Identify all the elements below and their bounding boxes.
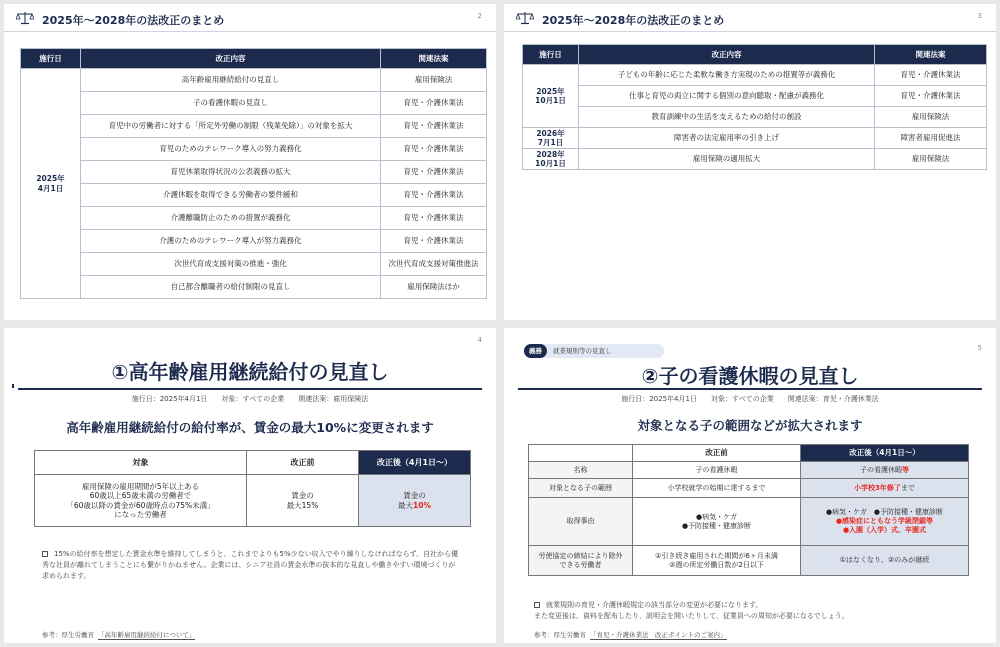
after-line-red: ●入園（入学）式、卒園式 bbox=[842, 525, 927, 534]
content-cell: 仕事と育児の両立に関する個別の意向聴取・配慮が義務化 bbox=[579, 86, 875, 107]
content-cell: 雇用保険の適用拡大 bbox=[579, 149, 875, 170]
ref-prefix: 参考：厚生労働省 bbox=[534, 631, 586, 639]
row-label: 労使協定の締結により除外 できる労働者 bbox=[529, 546, 633, 576]
after-prefix: 賃金の 最大 bbox=[398, 491, 426, 510]
content-cell: 教育訓練中の生活を支えるための給付の創設 bbox=[579, 107, 875, 128]
law-cell: 育児・介護休業法 bbox=[381, 92, 487, 115]
pill-tag: 義務 bbox=[524, 344, 547, 358]
content-cell: 育児中の労働者に対する「所定外労働の制限（残業免除）」の対象を拡大 bbox=[81, 115, 381, 138]
content-cell: 高年齢雇用継続給付の見直し bbox=[81, 69, 381, 92]
slide-3 bbox=[504, 4, 996, 320]
content-cell: 障害者の法定雇用率の引き上げ bbox=[579, 128, 875, 149]
table-row bbox=[529, 498, 969, 546]
slide-4 bbox=[4, 328, 496, 643]
table-row bbox=[21, 69, 487, 92]
law-cell: 雇用保険法 bbox=[381, 69, 487, 92]
pill-text: 就業規則等の見直し bbox=[553, 347, 612, 355]
ref-link[interactable]: 「育児・介護休業法 改正ポイントのご案内」 bbox=[590, 631, 727, 639]
content-cell: 自己都合離職者の給付制限の見直し bbox=[81, 276, 381, 299]
law-cell: 育児・介護休業法 bbox=[875, 65, 987, 86]
table-row bbox=[529, 546, 969, 576]
law-cell: 育児・介護休業法 bbox=[381, 138, 487, 161]
content-cell: 介護休暇を取得できる労働者の要件緩和 bbox=[81, 184, 381, 207]
before-cell: 子の看護休暇 bbox=[633, 462, 801, 479]
slide-5 bbox=[504, 328, 996, 643]
content-cell: 子どもの年齢に応じた柔軟な働き方実現のための措置等が義務化 bbox=[579, 65, 875, 86]
after-cell bbox=[801, 479, 969, 498]
header-after: 改正後（4月1日～） bbox=[801, 445, 969, 462]
table-row bbox=[523, 128, 987, 149]
benefit-rate-table bbox=[34, 450, 471, 527]
table-row bbox=[523, 107, 987, 128]
scales-icon bbox=[516, 11, 534, 25]
content-cell: 育児休業取得状況の公表義務の拡大 bbox=[81, 161, 381, 184]
checkbox-icon bbox=[42, 551, 48, 557]
after-cell: ①はなくなり、②のみが継続 bbox=[801, 546, 969, 576]
after-highlight: 等 bbox=[902, 465, 909, 474]
title-rule bbox=[18, 388, 482, 390]
header-target: 対象 bbox=[35, 451, 247, 475]
law-cell: 雇用保険法 bbox=[875, 149, 987, 170]
scales-icon bbox=[16, 11, 34, 25]
law-cell: 育児・介護休業法 bbox=[381, 230, 487, 253]
table-row bbox=[529, 462, 969, 479]
slide-subhead: 対象となる子の範囲などが拡大されます bbox=[637, 418, 863, 433]
after-line: ●病気・ケガ ●予防接種・健康診断 bbox=[825, 508, 944, 517]
before-cell: 賃金の 最大15% bbox=[247, 475, 359, 527]
header-law: 関連法案 bbox=[875, 45, 987, 65]
table-row bbox=[21, 92, 487, 115]
table-row bbox=[21, 276, 487, 299]
reference bbox=[534, 630, 727, 639]
target-cell: 雇用保険の雇用期間が5年以上ある 60歳以上65歳未満の労働者で 「60歳以降の賃金が60歳時点の75%未満」 になった労働者 bbox=[35, 475, 247, 527]
content-cell: 次世代育成支援対策の推進・強化 bbox=[81, 253, 381, 276]
law-cell: 育児・介護休業法 bbox=[381, 184, 487, 207]
table-row bbox=[21, 207, 487, 230]
table-row bbox=[523, 86, 987, 107]
reference bbox=[42, 630, 195, 639]
table-row bbox=[21, 230, 487, 253]
content-cell: 介護のためのテレワーク導入が努力義務化 bbox=[81, 230, 381, 253]
date-cell: 2026年 7月1日 bbox=[523, 128, 579, 149]
sick-child-leave-table bbox=[528, 444, 969, 576]
header-law: 関連法案 bbox=[381, 49, 487, 69]
note-text: 15%の給付率を想定した賃金水準を維持してしまうと、これまでよりも5%少ない収入でやり繰りしなければならず、自社から優秀な社員が離れてしまうことにも繋がりかねません。企業には、シニア社員の賃金水準の抜本的な見直しや働きやすい環境づくりが求められます。 bbox=[42, 550, 459, 580]
law-cell: 次世代育成支援対策推進法 bbox=[381, 253, 487, 276]
law-cell: 育児・介護休業法 bbox=[381, 115, 487, 138]
slide-title: 2025年～2028年の法改正のまとめ bbox=[42, 14, 225, 27]
law-change-table bbox=[522, 44, 987, 170]
table-row bbox=[523, 65, 987, 86]
slide-2 bbox=[4, 4, 496, 320]
slide-big-title: ②子の看護休暇の見直し bbox=[641, 364, 859, 388]
table-row bbox=[21, 253, 487, 276]
ref-link[interactable]: 「高年齢雇用継続給付について」 bbox=[98, 631, 196, 639]
table-row bbox=[523, 149, 987, 170]
note bbox=[534, 600, 974, 622]
page-number: 4 bbox=[477, 336, 482, 344]
header-content: 改正内容 bbox=[81, 49, 381, 69]
table-row bbox=[21, 138, 487, 161]
header-date: 施行日 bbox=[21, 49, 81, 69]
law-cell: 雇用保険法ほか bbox=[381, 276, 487, 299]
slide-meta: 施行日：2025年4月1日 対象：すべての企業 関連法案：雇用保険法 bbox=[131, 395, 369, 403]
after-highlight: 小学校3年修了 bbox=[854, 483, 901, 492]
checkbox-icon bbox=[534, 602, 540, 608]
after-text: まで bbox=[900, 483, 915, 492]
date-cell: 2025年 4月1日 bbox=[21, 69, 81, 299]
category-pill bbox=[524, 344, 664, 358]
after-cell bbox=[359, 475, 471, 527]
table-row bbox=[529, 479, 969, 498]
law-cell: 障害者雇用促進法 bbox=[875, 128, 987, 149]
header-content: 改正内容 bbox=[579, 45, 875, 65]
note-text: 就業規則の育児・介護休暇規定の該当部分の変更が必要になります。 また変更後は、資料を配布したり、説明会を開いたりして、従業員への周知が必要になるでしょう。 bbox=[534, 601, 849, 620]
slide-big-title: ①高年齢雇用継続給付の見直し bbox=[111, 360, 389, 384]
table-row bbox=[21, 161, 487, 184]
page-number: 5 bbox=[977, 344, 982, 352]
content-cell: 子の看護休暇の見直し bbox=[81, 92, 381, 115]
header-before: 改正前 bbox=[633, 445, 801, 462]
table-row bbox=[21, 115, 487, 138]
slide-header bbox=[504, 4, 996, 32]
after-cell bbox=[801, 498, 969, 546]
table-row bbox=[21, 184, 487, 207]
slide-subhead: 高年齢雇用継続給付の給付率が、賃金の最大10%に変更されます bbox=[66, 420, 434, 435]
law-change-table bbox=[20, 48, 487, 299]
row-label: 名称 bbox=[529, 462, 633, 479]
after-line-red: ●感染症にともなう学級閉鎖等 bbox=[835, 517, 934, 526]
law-cell: 育児・介護休業法 bbox=[381, 207, 487, 230]
header-before: 改正前 bbox=[247, 451, 359, 475]
content-cell: 育児のためのテレワーク導入の努力義務化 bbox=[81, 138, 381, 161]
law-cell: 育児・介護休業法 bbox=[381, 161, 487, 184]
after-cell bbox=[801, 462, 969, 479]
slide-title: 2025年～2028年の法改正のまとめ bbox=[542, 14, 725, 27]
law-cell: 雇用保険法 bbox=[875, 107, 987, 128]
content-cell: 介護離職防止のための措置が義務化 bbox=[81, 207, 381, 230]
slide-meta: 施行日：2025年4月1日 対象：すべての企業 関連法案：育児・介護休業法 bbox=[621, 395, 879, 403]
after-text: 子の看護休暇 bbox=[860, 465, 902, 474]
row-label: 対象となる子の範囲 bbox=[529, 479, 633, 498]
page-number: 2 bbox=[477, 12, 482, 20]
title-rule bbox=[518, 388, 982, 390]
header-date: 施行日 bbox=[523, 45, 579, 65]
slide-header bbox=[4, 4, 496, 32]
before-cell: ●病気・ケガ ●予防接種・健康診断 bbox=[633, 498, 801, 546]
page-number: 3 bbox=[977, 12, 982, 20]
header-blank bbox=[529, 445, 633, 462]
after-highlight: 10% bbox=[413, 500, 431, 510]
row-label: 取得事由 bbox=[529, 498, 633, 546]
note bbox=[42, 549, 462, 582]
ref-prefix: 参考：厚生労働省 bbox=[42, 631, 94, 639]
date-cell: 2028年 10月1日 bbox=[523, 149, 579, 170]
law-cell: 育児・介護休業法 bbox=[875, 86, 987, 107]
date-cell: 2025年 10月1日 bbox=[523, 65, 579, 128]
header-after: 改正後（4月1日～） bbox=[359, 451, 471, 475]
before-cell: ①引き続き雇用された期間が6ヶ月未満 ②週の所定労働日数が2日以下 bbox=[633, 546, 801, 576]
before-cell: 小学校就学の始期に達するまで bbox=[633, 479, 801, 498]
